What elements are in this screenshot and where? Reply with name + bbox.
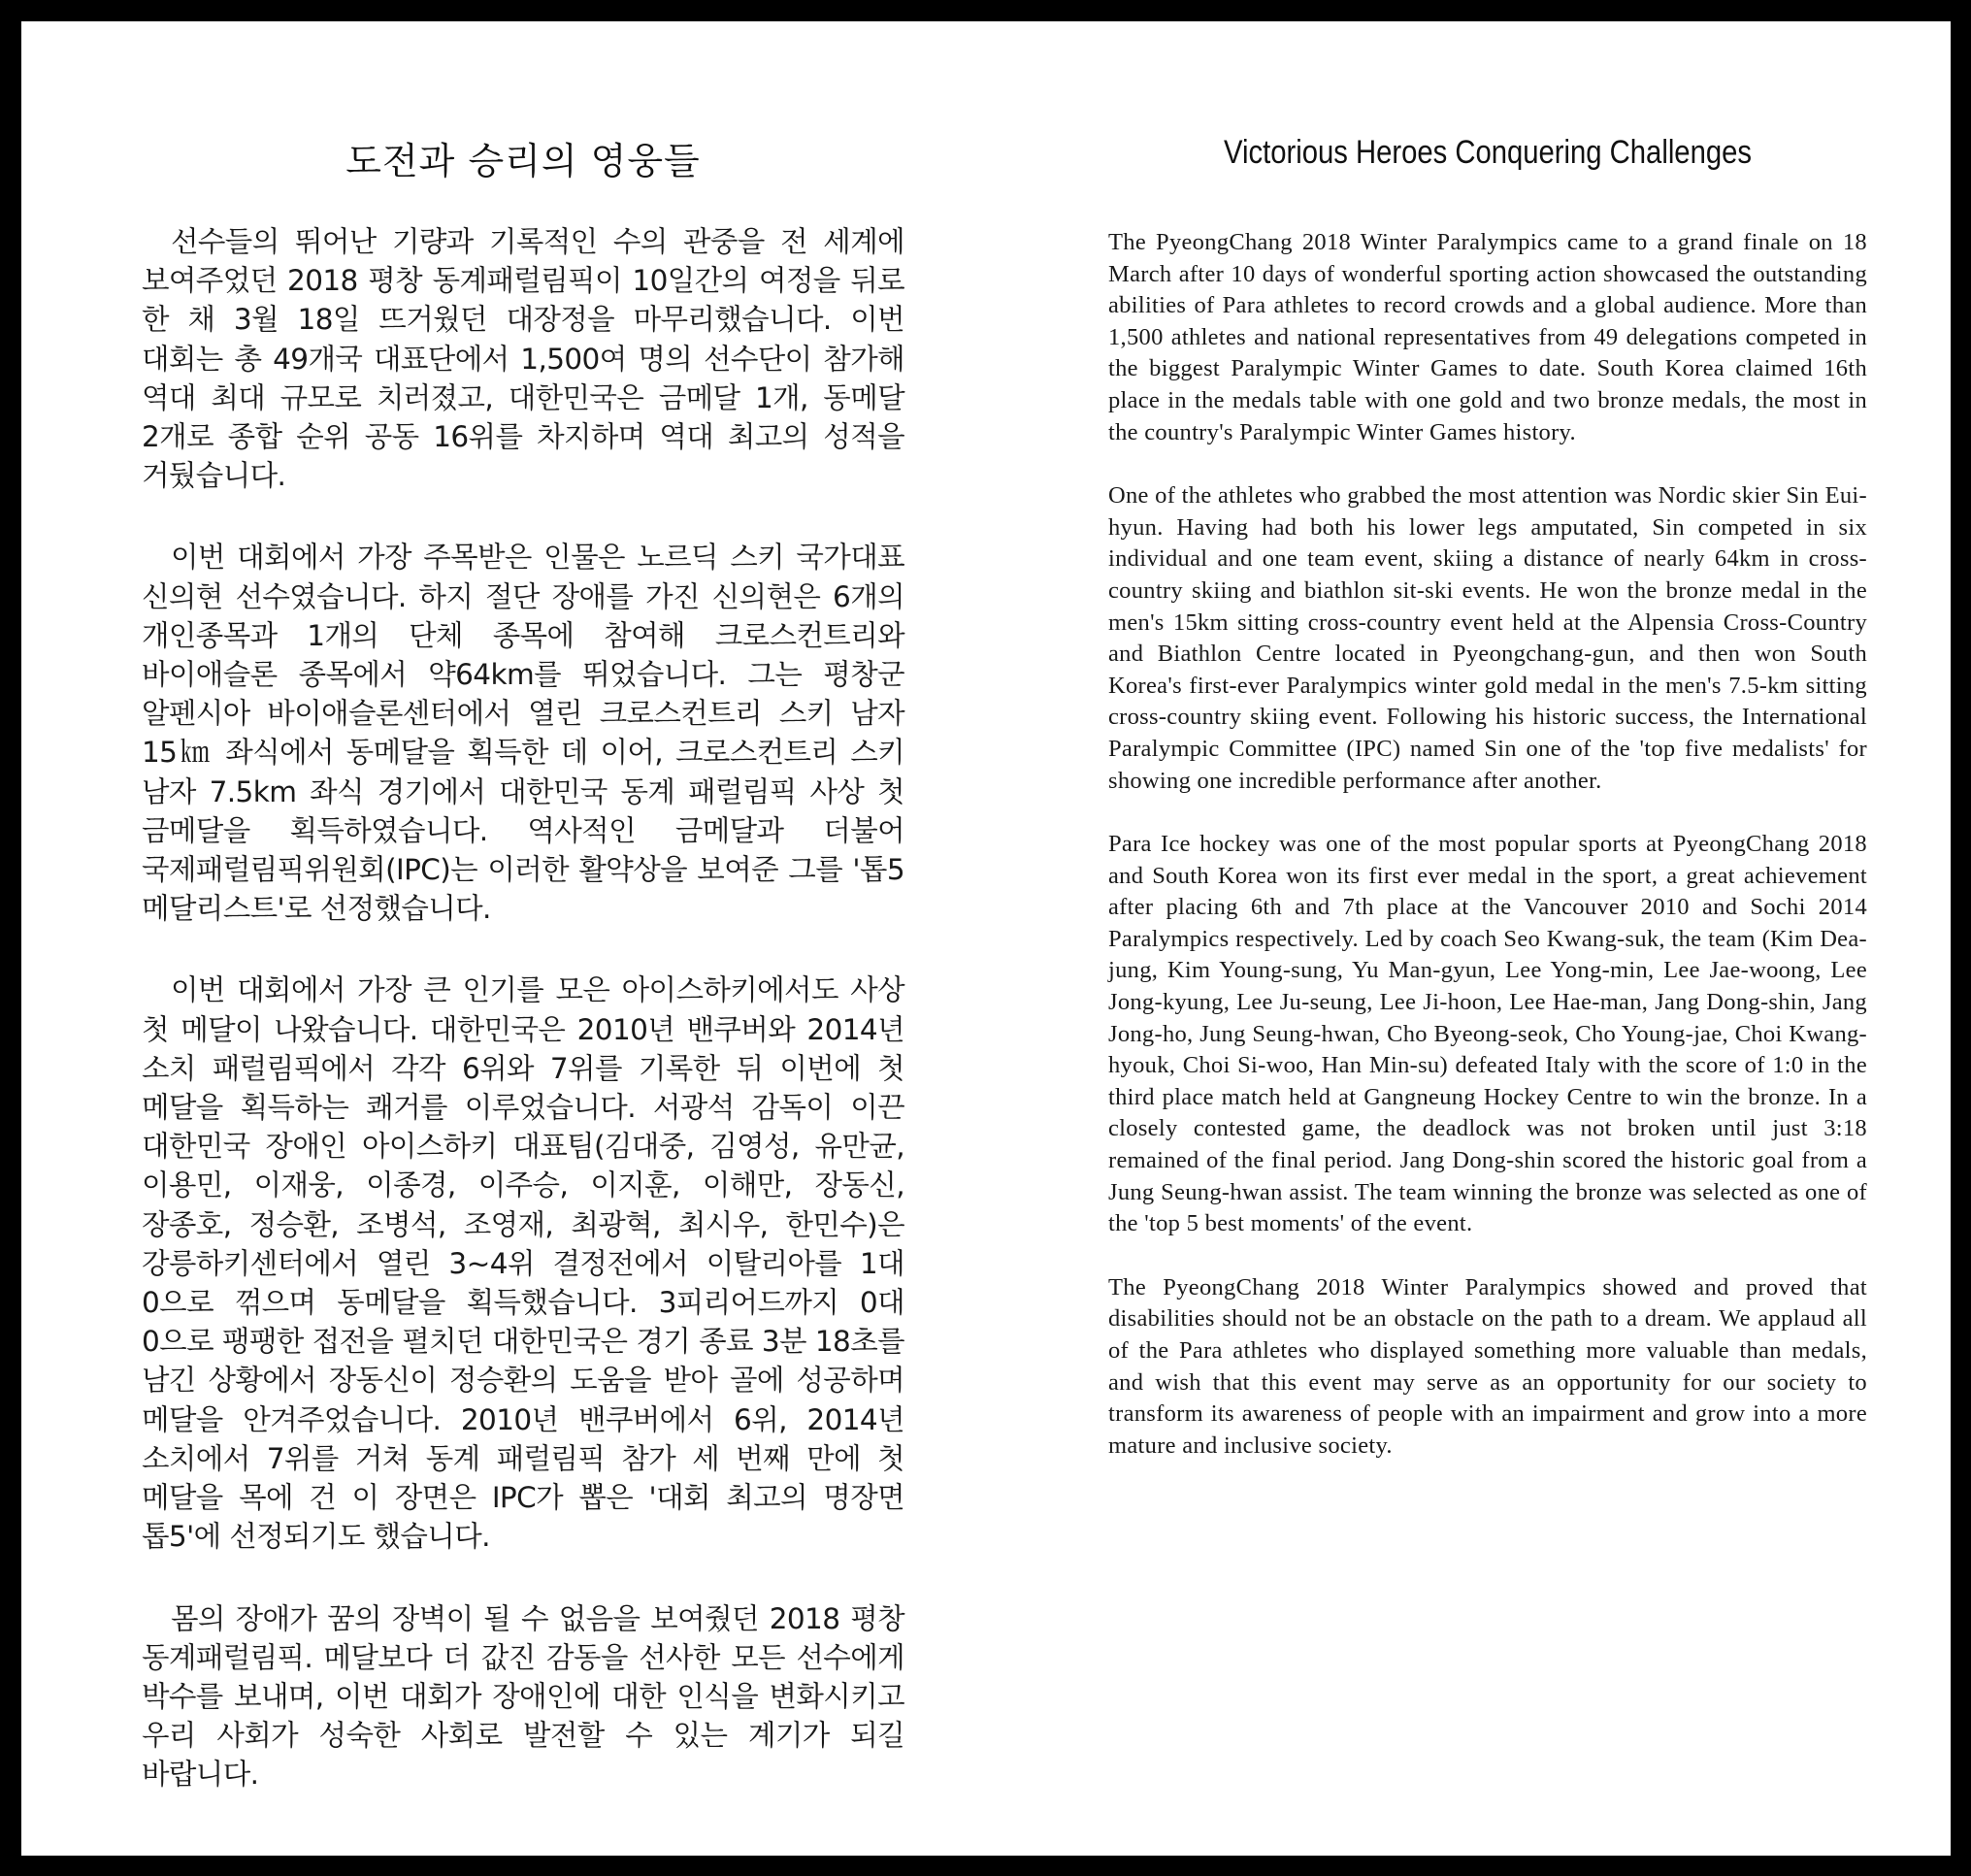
- korean-paragraph-1: 선수들의 뛰어난 기량과 기록적인 수의 관중을 전 세계에 보여주었던 2018 평창 동계패럴림픽이 10일간의 여정을 뒤로 한 채 3월 18일 뜨거웠던 대장정을 마무리했습니다. 이번 대회는 총 49개국 대표단에서 1,500여 명의 선수단이 참가해 역대 최대 규모로 치러졌고, 대한민국은 금메달 1개, 동메달 2개로 종합 순위 공동 16위를 차지하며 역대 최고의 성적을 거뒀습니다.: [142, 225, 904, 493]
- english-paragraph-4: The PyeongChang 2018 Winter Paralympics showed and proved that disabilities should not be an obstacle on the path to a dream. We applaud all of the Para athletes who displayed something more valuable than medals, and wish that this event may serve as an opportunity for our society to transform its awareness of people with an impairment and grow into a more mature and inclusive society.: [1108, 1273, 1867, 1459]
- english-paragraph-3: Para Ice hockey was one of the most popular sports at PyeongChang 2018 and South Korea won its first ever medal in the sport, a great achievement after placing 6th and 7th place at the Vancouver 2010 and Sochi 2014 Paralympics respectively. Led by coach Seo Kwang-suk, the team (Kim Dea-jung, Kim Young-sung, Yu Man-gyun, Lee Yong-min, Lee Jae-woong, Lee Jong-kyung, Lee Ju-seung, Lee Ji-hoon, Lee Hae-man, Jang Dong-shin, Jang Jong-ho, Jung Seung-hwan, Cho Byeong-seok, Cho Young-jae, Choi Kwang-hyouk, Choi Si-woo, Han Min-su) defeated Italy with the score of 1:0 in the third place match held at Gangneung Hockey Centre to win the bronze. In a closely contested game, the deadlock was not broken until just 3:18 remained of the final period. Jang Dong-shin scored the historic goal from a Jung Seung-hwan assist. The team winning the bronze was selected as one of the 'top 5 best moments' of the event.: [1108, 831, 1867, 1237]
- korean-paragraph-2: 이번 대회에서 가장 주목받은 인물은 노르딕 스키 국가대표 신의현 선수였습니다. 하지 절단 장애를 가진 신의현은 6개의 개인종목과 1개의 단체 종목에 참여해 크로스컨트리와 바이애슬론 종목에서 약64km를 뛰었습니다. 그는 평창군 알펜시아 바이애슬론센터에서 열린 크로스컨트리 스키 남자 15㎞ 좌식에서 동메달을 획득한 데 이어, 크로스컨트리 스키 남자 7.5km 좌식 경기에서 대한민국 동계 패럴림픽 사상 첫 금메달을 획득하였습니다. 역사적인 금메달과 더불어 국제패럴림픽위원회(IPC)는 이러한 활약상을 보여준 그를 '톱5 메달리스트'로 선정했습니다.: [142, 541, 904, 926]
- english-title: Victorious Heroes Conquering Challenges: [1224, 134, 1752, 171]
- document-page: [21, 21, 1951, 1856]
- korean-title: 도전과 승리의 영웅들: [345, 140, 701, 182]
- korean-paragraph-4: 몸의 장애가 꿈의 장벽이 될 수 없음을 보여줬던 2018 평창 동계패럴림픽. 메달보다 더 값진 감동을 선사한 모든 선수에게 박수를 보내며, 이번 대회가 장애인에 대한 인식을 변화시키고 우리 사회가 성숙한 사회로 발전할 수 있는 계기가 되길 바랍니다.: [142, 1601, 904, 1792]
- korean-paragraph-3: 이번 대회에서 가장 큰 인기를 모은 아이스하키에서도 사상 첫 메달이 나왔습니다. 대한민국은 2010년 밴쿠버와 2014년 소치 패럴림픽에서 각각 6위와 7위를 기록한 뒤 이번에 첫 메달을 획득하는 쾌거를 이루었습니다. 서광석 감독이 이끈 대한민국 장애인 아이스하키 대표팀(김대중, 김영성, 유만균, 이용민, 이재웅, 이종경, 이주승, 이지훈, 이해만, 장동신, 장종호, 정승환, 조병석, 조영재, 최광혁, 최시우, 한민수)은 강릉하키센터에서 열린 3~4위 결정전에서 이탈리아를 1대 0으로 꺾으며 동메달을 획득했습니다. 3피리어드까지 0대 0으로 팽팽한 접전을 펼치던 대한민국은 경기 종료 3분 18초를 남긴 상황에서 장동신이 정승환의 도움을 받아 골에 성공하며 메달을 안겨주었습니다. 2010년 밴쿠버에서 6위, 2014년 소치에서 7위를 거쳐 동계 패럴림픽 참가 세 번째 만에 첫 메달을 목에 건 이 장면은 IPC가 뽑은 '대회 최고의 명장면 톱5'에 선정되기도 했습니다.: [142, 973, 904, 1554]
- english-paragraph-2: One of the athletes who grabbed the most attention was Nordic skier Sin Eui-hyun. Having had both his lower legs amputated, Sin competed in six individual and one team event, skiing a distance of nearly 64km in cross-country skiing and biathlon sit-ski events. He won the bronze medal in the men's 15km sitting cross-country event held at the Alpensia Cross-Country and Biathlon Centre located in Pyeongchang-gun, and then won South Korea's first-ever Paralympics winter gold medal in the men's 7.5-km sitting cross-country skiing event. Following his historic success, the International Paralympic Committee (IPC) named Sin one of the 'top five medalists' for showing one incredible performance after another.: [1108, 482, 1867, 794]
- english-paragraph-1: The PyeongChang 2018 Winter Paralympics came to a grand finale on 18 March after 10 days of wonderful sporting action showcased the outstanding abilities of Para athletes to record crowds and a global audience. More than 1,500 athletes and national representatives from 49 delegations competed in the biggest Paralympic Winter Games to date. South Korea claimed 16th place in the medals table with one gold and two bronze medals, the most in the country's Paralympic Winter Games history.: [1108, 229, 1867, 445]
- english-body: [1108, 227, 1867, 1494]
- korean-body: [142, 222, 904, 1837]
